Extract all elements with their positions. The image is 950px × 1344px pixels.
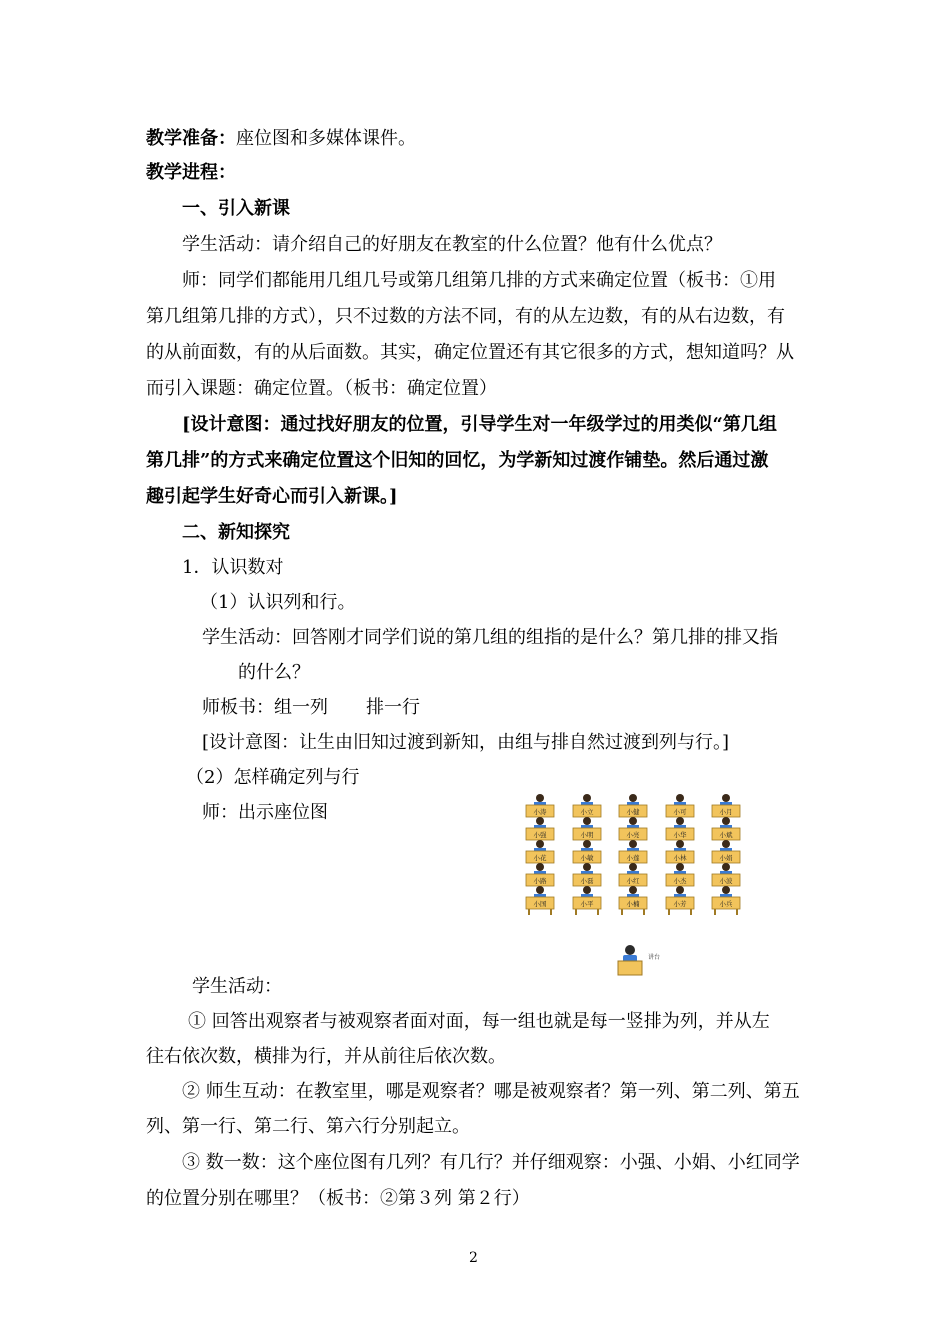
- student-head: [583, 840, 591, 848]
- seating-chart-figure: [518, 790, 773, 985]
- student-name: 小健: [626, 808, 640, 816]
- activity-label: 学生活动：: [192, 976, 282, 997]
- seat: [712, 794, 740, 817]
- student-head: [583, 886, 591, 894]
- seat: [712, 817, 740, 840]
- student-name: 小涛: [533, 808, 547, 816]
- seat: [526, 863, 554, 886]
- student-head: [629, 794, 637, 802]
- board-label: 师板书：组一列: [202, 697, 328, 718]
- board-line: [202, 695, 420, 721]
- student-name: 小亮: [626, 831, 640, 839]
- student-name: 小楠: [626, 900, 640, 908]
- student-name: 小敏: [580, 854, 594, 862]
- student-head: [629, 817, 637, 825]
- student-name: 小强: [533, 831, 547, 839]
- seat: [666, 817, 694, 840]
- sub2-heading: （2）怎样确定列与行: [186, 767, 360, 788]
- sub1-activity-line: 学生活动：回答刚才同学们说的第几组的组指的是什么？第几排的排又指: [202, 627, 778, 648]
- item1-heading: 1．认识数对: [182, 557, 284, 578]
- p2-line: 列、第一行、第二行、第六行分别起立。: [146, 1116, 470, 1137]
- p1-line: 往右依次数，横排为行，并从前往后依次数。: [146, 1046, 506, 1067]
- seat: [573, 794, 601, 817]
- sub1-heading: （1）认识列和行。: [200, 592, 356, 613]
- student-name: 小莲: [626, 854, 640, 862]
- board-label-2: 排一行: [366, 697, 420, 718]
- p2-line: ② 师生互动：在教室里，哪是观察者？哪是被观察者？第一列、第二列、第五: [182, 1081, 800, 1102]
- student-head: [676, 840, 684, 848]
- seat: [526, 840, 554, 863]
- student-head: [676, 794, 684, 802]
- student-head: [722, 863, 730, 871]
- student-head: [722, 817, 730, 825]
- podium-label: 讲台: [648, 954, 661, 961]
- desk-leg: [736, 909, 738, 915]
- student-head: [629, 840, 637, 848]
- prep-label: 教学准备：: [146, 128, 236, 149]
- section1-design-line: [设计意图：通过找好朋友的位置，引导学生对一年级学过的用类似“第几组: [182, 414, 777, 435]
- seat: [666, 886, 694, 909]
- desk-leg: [528, 909, 530, 915]
- student-name: 小明: [580, 831, 594, 839]
- student-head: [629, 863, 637, 871]
- student-name: 小路: [533, 877, 547, 885]
- student-name: 小月: [719, 808, 733, 816]
- student-name: 小林: [673, 854, 687, 862]
- seat: [573, 817, 601, 840]
- seat: [666, 840, 694, 863]
- student-name: 小杰: [673, 877, 687, 885]
- seat: [712, 863, 740, 886]
- seat: [619, 863, 647, 886]
- student-name: 小可: [673, 808, 687, 816]
- student-head: [536, 794, 544, 802]
- teacher-show-chart: 师：出示座位图: [202, 802, 328, 823]
- seat: [619, 886, 647, 909]
- sub1-activity-line: 的什么？: [238, 662, 310, 683]
- student-name: 小波: [719, 877, 733, 885]
- section1-activity: 学生活动：请介绍自己的好朋友在教室的什么位置？他有什么优点？: [182, 234, 722, 255]
- student-name: 小娟: [719, 854, 733, 862]
- student-name: 小国: [533, 900, 547, 908]
- seat: [712, 886, 740, 909]
- section1-design-line: 趣引起学生好奇心而引入新课。]: [146, 486, 398, 507]
- student-head: [676, 886, 684, 894]
- teacher-at-podium: [618, 945, 660, 975]
- seat: [666, 863, 694, 886]
- p1-line: ① 回答出观察者与被观察者面对面，每一组也就是每一竖排为列，并从左: [188, 1011, 770, 1032]
- seat: [573, 886, 601, 909]
- section1-teacher-line: 第几组第几排的方式），只不过数的方法不同，有的从左边数，有的从右边数，有: [146, 306, 785, 327]
- student-head: [536, 863, 544, 871]
- student-name: 小芳: [673, 900, 687, 908]
- student-head: [583, 817, 591, 825]
- desk-leg: [714, 909, 716, 915]
- student-head: [676, 863, 684, 871]
- seat: [573, 840, 601, 863]
- student-name: 小斌: [719, 831, 733, 839]
- seat: [573, 863, 601, 886]
- seat: [526, 886, 554, 909]
- student-name: 小磊: [580, 877, 594, 885]
- seat: [526, 817, 554, 840]
- student-name: 小红: [626, 877, 640, 885]
- student-head: [536, 886, 544, 894]
- desk-leg: [668, 909, 670, 915]
- desk-leg: [575, 909, 577, 915]
- student-head: [722, 794, 730, 802]
- prep-text: 座位图和多媒体课件。: [236, 128, 416, 149]
- seat: [619, 817, 647, 840]
- student-name: 小兵: [719, 900, 733, 908]
- student-head: [676, 817, 684, 825]
- section2-heading: 二、新知探究: [182, 522, 290, 543]
- seat: [666, 794, 694, 817]
- student-head: [722, 886, 730, 894]
- student-head: [722, 840, 730, 848]
- section1-teacher-line: 师：同学们都能用几组几号或第几组第几排的方式来确定位置（板书：①用: [182, 270, 776, 291]
- student-head: [536, 817, 544, 825]
- desk-leg: [597, 909, 599, 915]
- section1-teacher-line: 而引入课题：确定位置。（板书：确定位置）: [146, 378, 497, 399]
- sub1-design: [设计意图：让生由旧知过渡到新知，由组与排自然过渡到列与行。]: [202, 732, 730, 753]
- desk-leg: [550, 909, 552, 915]
- student-head: [536, 840, 544, 848]
- seat: [712, 840, 740, 863]
- desk-leg: [621, 909, 623, 915]
- section1-design-line: 第几排”的方式来确定位置这个旧知的回忆，为学新知过渡作铺垫。然后通过激: [146, 450, 769, 471]
- process-label: 教学进程：: [146, 162, 236, 183]
- seat: [526, 794, 554, 817]
- p3-line: ③ 数一数：这个座位图有几列？有几行？并仔细观察：小强、小娟、小红同学: [182, 1152, 800, 1173]
- desk-leg: [690, 909, 692, 915]
- section1-heading: 一、引入新课: [182, 198, 290, 219]
- student-name: 小华: [673, 831, 687, 839]
- desk-leg: [643, 909, 645, 915]
- student-name: 小花: [533, 854, 547, 862]
- student-head: [583, 863, 591, 871]
- student-head: [583, 794, 591, 802]
- section1-teacher-line: 的从前面数，有的从后面数。其实，确定位置还有其它很多的方式，想知道吗？从: [146, 342, 794, 363]
- p3-line: 的位置分别在哪里？（板书：②第３列 第２行）: [146, 1188, 530, 1209]
- seat: [619, 794, 647, 817]
- seat: [619, 840, 647, 863]
- prep-line: [146, 126, 416, 152]
- student-name: 小立: [580, 808, 594, 816]
- page-number: 2: [469, 1250, 478, 1266]
- student-name: 小平: [580, 900, 594, 908]
- student-head: [629, 886, 637, 894]
